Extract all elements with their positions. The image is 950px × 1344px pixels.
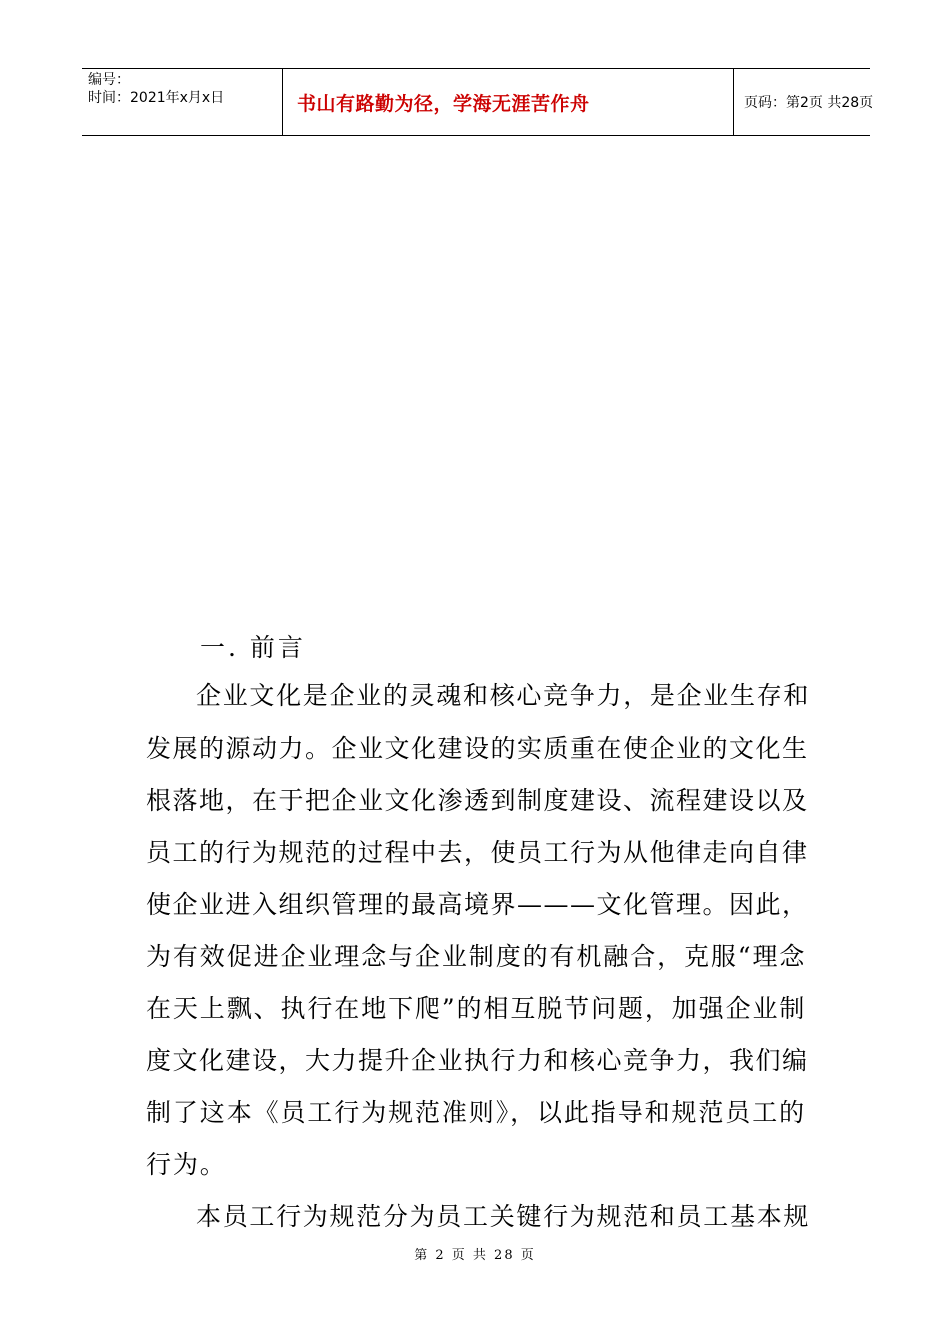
page-footer: 第 2 页 共 28 页 xyxy=(414,1248,536,1263)
section-heading: 一. 前言 xyxy=(200,633,306,662)
document-time-label: 时间：2021年x月x日 xyxy=(88,90,225,106)
paragraph-line: 行为。 xyxy=(146,1150,227,1179)
header-motto: 书山有路勤为径，学海无涯苦作舟 xyxy=(297,93,590,115)
paragraph-line: 企业文化是企业的灵魂和核心竞争力，是企业生存和 xyxy=(196,681,811,710)
paragraph-line: 发展的源动力。企业文化建设的实质重在使企业的文化生 xyxy=(146,734,809,763)
paragraph-line: 在天上飘、执行在地下爬”的相互脱节问题，加强企业制 xyxy=(146,994,807,1023)
header-page-cell xyxy=(734,69,874,135)
paragraph-line: 使企业进入组织管理的最高境界———文化管理。因此， xyxy=(146,890,809,919)
paragraph-line: 本员工行为规范分为员工关键行为规范和员工基本规 xyxy=(196,1202,811,1231)
paragraph-line: 员工的行为规范的过程中去，使员工行为从他律走向自律 xyxy=(146,838,809,867)
paragraph-line: 根落地，在于把企业文化渗透到制度建设、流程建设以及 xyxy=(146,786,809,815)
paragraph-line: 为有效促进企业理念与企业制度的有机融合，克服“理念 xyxy=(146,942,807,971)
header-page-info: 页码：第2页 共28页 xyxy=(744,95,874,111)
header-left-cell xyxy=(82,69,282,135)
page-header xyxy=(82,68,874,136)
paragraph-line: 制了这本《员工行为规范准则》，以此指导和规范员工的 xyxy=(146,1098,807,1127)
header-motto-cell xyxy=(282,69,734,135)
paragraph-line: 度文化建设，大力提升企业执行力和核心竞争力，我们编 xyxy=(146,1046,809,1075)
document-code-label: 编号： xyxy=(88,72,130,88)
